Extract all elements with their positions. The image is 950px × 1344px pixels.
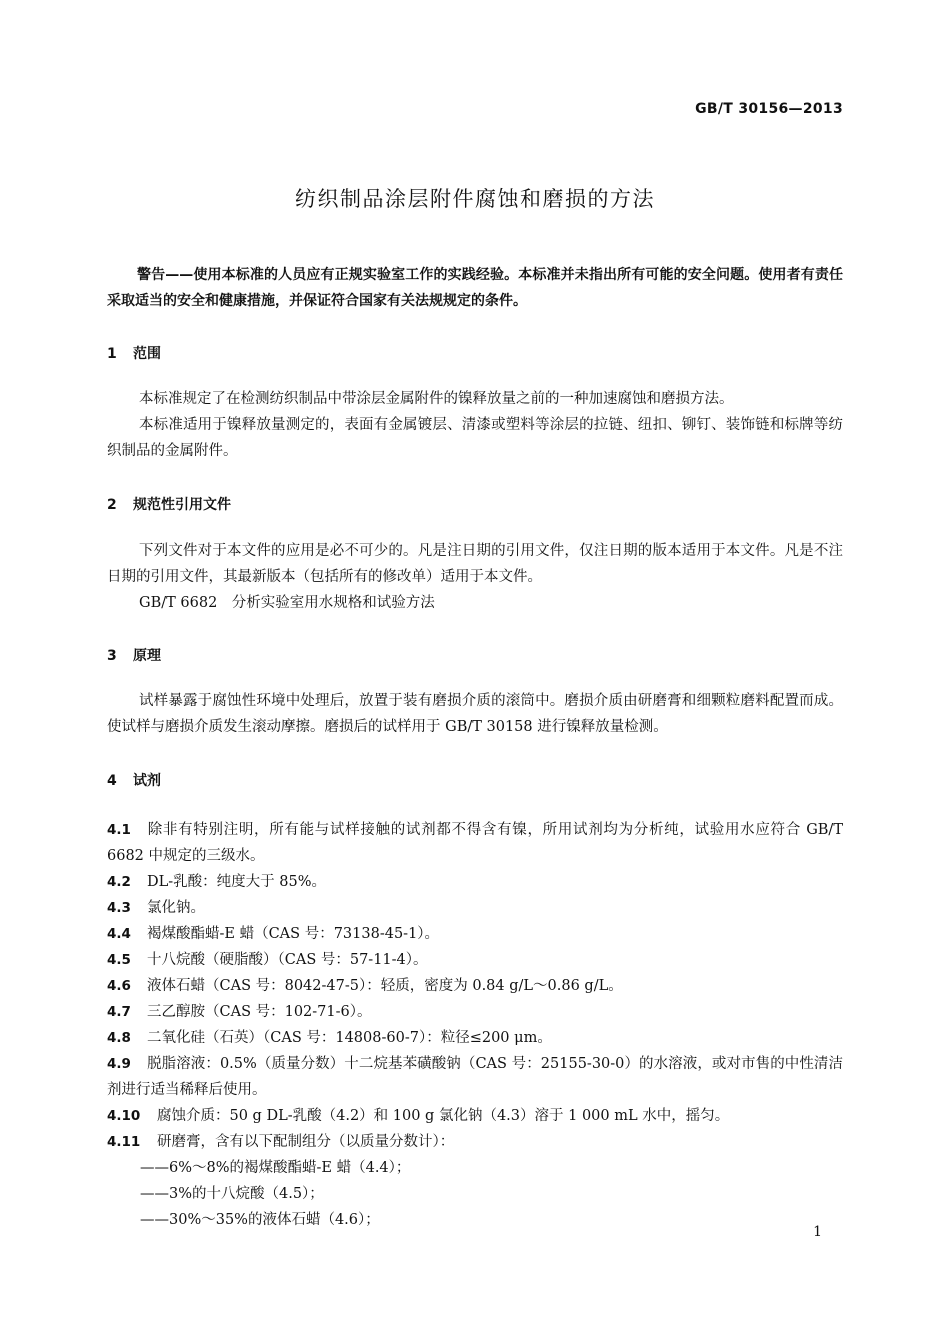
- reagent-list: [107, 817, 843, 1233]
- item-text: 褐煤酸酯蜡-E 蜡（CAS 号：73138-45-1）。: [147, 926, 440, 942]
- section-number: 2: [107, 497, 117, 513]
- section-1-body: [107, 386, 843, 464]
- item-text: 十八烷酸（硬脂酸）（CAS 号：57-11-4）。: [147, 952, 428, 968]
- section-heading-1: [107, 343, 161, 363]
- paragraph: 本标准适用于镍释放量测定的，表面有金属镀层、清漆或塑料等涂层的拉链、纽扣、铆钉、装饰链和标牌等纺织制品的金属附件。: [107, 417, 843, 459]
- warning-text: 警告——使用本标准的人员应有正规实验室工作的实践经验。本标准并未指出所有可能的安全问题。使用者有责任采取适当的安全和健康措施，并保证符合国家有关法规规定的条件。: [107, 267, 843, 309]
- item-text: 除非有特别注明，所有能与试样接触的试剂都不得含有镍，所用试剂均为分析纯，试验用水应符合 GB/T 6682 中规定的三级水。: [107, 822, 843, 864]
- item-number: 4.11: [107, 1134, 141, 1150]
- section-3-body: [107, 688, 843, 740]
- list-item: [107, 895, 843, 921]
- item-text: 研磨膏，含有以下配制组分（以质量分数计）：: [157, 1134, 455, 1150]
- item-number: 4.2: [107, 874, 131, 890]
- list-item: [107, 947, 843, 973]
- item-text: 腐蚀介质：50 g DL-乳酸（4.2）和 100 g 氯化钠（4.3）溶于 1 000 mL 水中，摇匀。: [157, 1108, 730, 1124]
- paragraph: 本标准规定了在检测纺织制品中带涂层金属附件的镍释放量之前的一种加速腐蚀和磨损方法。: [139, 391, 734, 407]
- item-number: 4.9: [107, 1056, 131, 1072]
- list-item: [107, 973, 843, 999]
- reference-entry: GB/T 6682 分析实验室用水规格和试验方法: [139, 595, 435, 611]
- paragraph: 下列文件对于本文件的应用是必不可少的。凡是注日期的引用文件，仅注日期的版本适用于本文件。凡是不注日期的引用文件，其最新版本（包括所有的修改单）适用于本文件。: [107, 543, 843, 585]
- section-2-body: [107, 538, 843, 616]
- list-item: [107, 1103, 843, 1129]
- warning-block: [107, 262, 843, 314]
- item-text: 二氧化硅（石英）（CAS 号：14808-60-7）：粒径≤200 μm。: [147, 1030, 552, 1046]
- section-number: 3: [107, 648, 117, 664]
- paragraph: 试样暴露于腐蚀性环境中处理后，放置于装有磨损介质的滚筒中。磨损介质由研磨膏和细颗粒磨料配置而成。使试样与磨损介质发生滚动摩擦。磨损后的试样用于 GB/T 30158 进行镍释放量检测。: [107, 693, 843, 735]
- item-text: 液体石蜡（CAS 号：8042-47-5）：轻质，密度为 0.84 g/L～0.86 g/L。: [147, 978, 623, 994]
- section-title: 原理: [133, 648, 161, 664]
- item-number: 4.7: [107, 1004, 131, 1020]
- item-number: 4.5: [107, 952, 131, 968]
- item-number: 4.10: [107, 1108, 141, 1124]
- component-item: ——3%的十八烷酸（4.5）；: [140, 1186, 324, 1202]
- section-number: 4: [107, 773, 117, 789]
- list-item: [107, 1129, 843, 1155]
- list-item: [107, 921, 843, 947]
- item-number: 4.8: [107, 1030, 131, 1046]
- component-item: ——6%～8%的褐煤酸酯蜡-E 蜡（4.4）；: [140, 1160, 411, 1176]
- list-item: [107, 1025, 843, 1051]
- standard-number: GB/T 30156—2013: [695, 101, 843, 117]
- item-number: 4.4: [107, 926, 131, 942]
- item-text: 脱脂溶液：0.5%（质量分数）十二烷基苯磺酸钠（CAS 号：25155-30-0）的水溶液，或对市售的中性清洁剂进行适当稀释后使用。: [107, 1056, 843, 1098]
- item-number: 4.1: [107, 822, 131, 838]
- item-number: 4.6: [107, 978, 131, 994]
- section-number: 1: [107, 346, 117, 362]
- section-title: 规范性引用文件: [133, 497, 231, 513]
- item-text: 氯化钠。: [147, 900, 205, 916]
- section-heading-3: [107, 645, 161, 665]
- section-heading-4: [107, 770, 161, 790]
- list-item: [107, 869, 843, 895]
- list-item: [107, 999, 843, 1025]
- page-number: 1: [813, 1224, 822, 1240]
- section-title: 试剂: [133, 773, 161, 789]
- section-heading-2: [107, 494, 231, 514]
- document-title: 纺织制品涂层附件腐蚀和磨损的方法: [295, 187, 655, 211]
- item-number: 4.3: [107, 900, 131, 916]
- item-text: DL-乳酸：纯度大于 85%。: [147, 874, 326, 890]
- list-item: [107, 817, 843, 869]
- item-text: 三乙醇胺（CAS 号：102-71-6）。: [147, 1004, 372, 1020]
- section-title: 范围: [133, 346, 161, 362]
- list-item: [107, 1051, 843, 1103]
- component-item: ——30%～35%的液体石蜡（4.6）；: [140, 1212, 380, 1228]
